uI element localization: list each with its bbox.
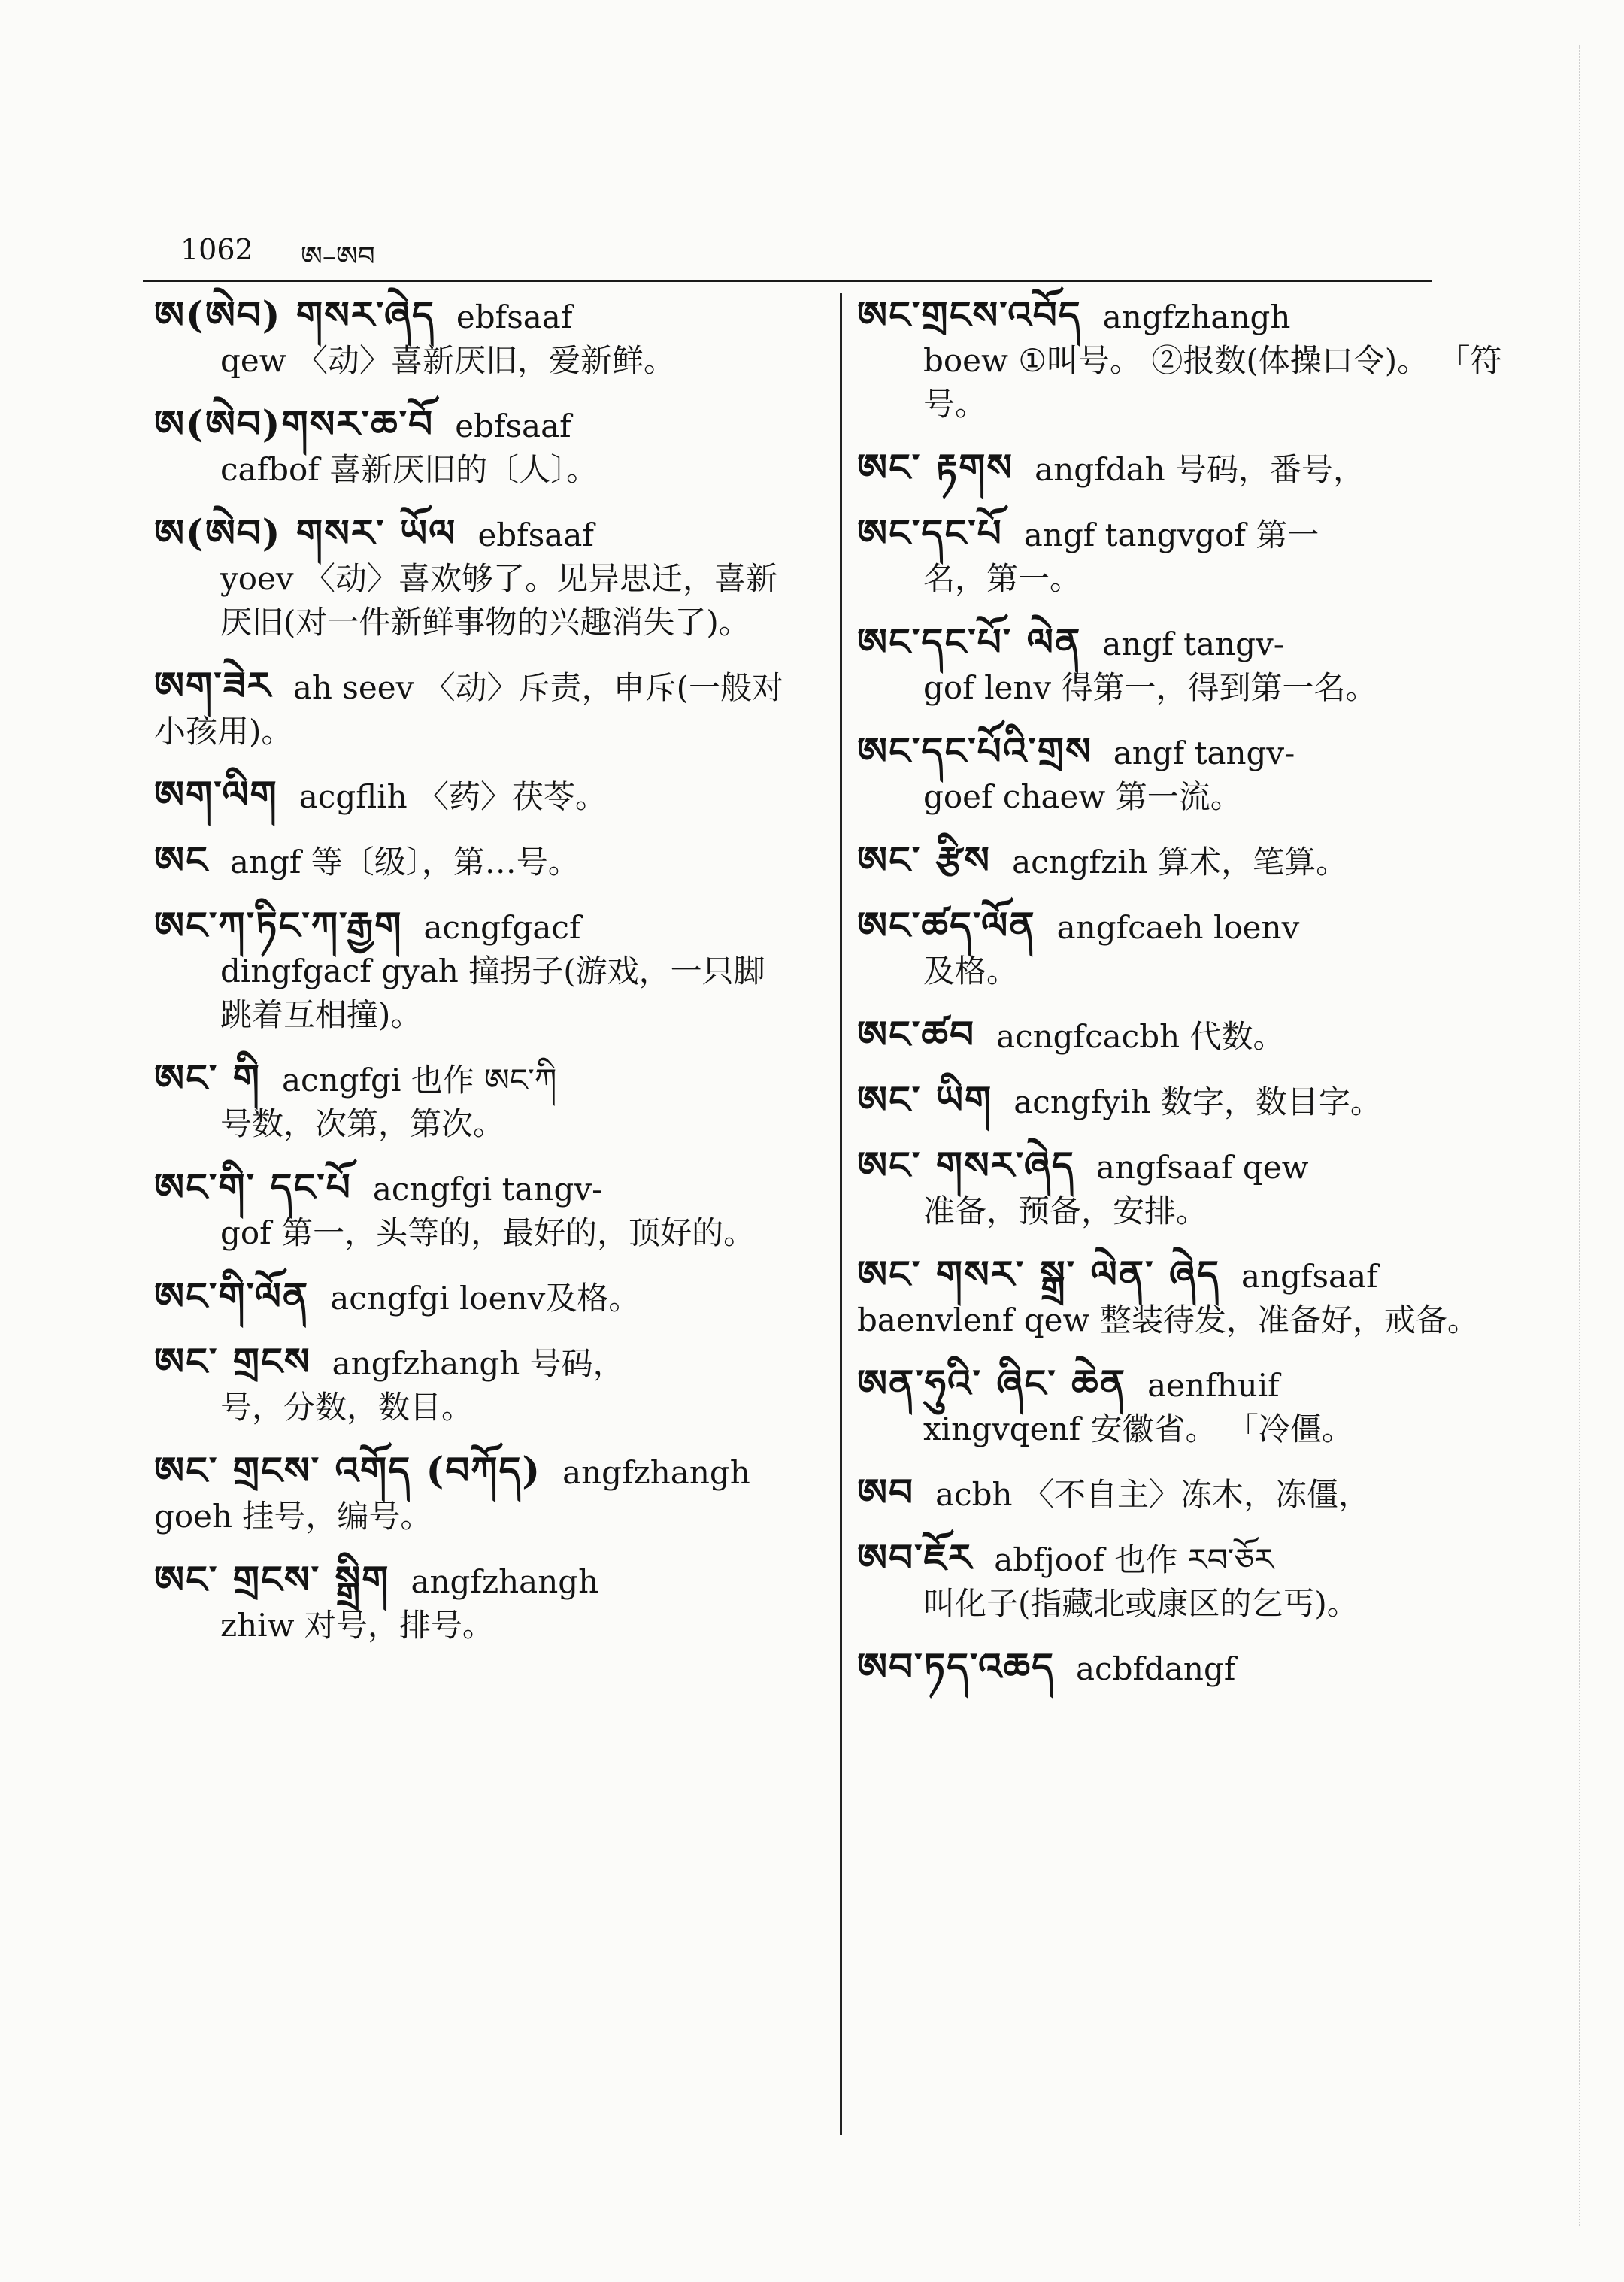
entry-romanization: angfzhangh 号码， (332, 1345, 625, 1382)
entry-romanization: angf tangv- (1113, 735, 1295, 771)
dictionary-entry (154, 1449, 793, 1538)
entry-headword: ཨང་ གྲངས་ སྒྲིག (154, 1557, 390, 1602)
entry-headword: ཨང་ཚད་ལོན (857, 903, 1036, 947)
entry-gloss: xingvqenf 安徽省。 「冷僵。 (923, 1411, 1353, 1447)
entry-headword: ཨན་ཧུའི་ ཞིང་ ཆེན (857, 1361, 1127, 1405)
entry-gloss: zhiw 对号，排号。 (220, 1607, 494, 1644)
entry-headword: ཨང་ གསར་ སྒྲ་ ལེན་ ཞེད (857, 1252, 1220, 1296)
entry-romanization: angf tangvgof 第一 (1023, 517, 1320, 553)
entry-gloss: qew 〈动〉喜新厌旧，爱新鲜。 (220, 342, 676, 379)
entry-gloss: 准备，预备，安排。 (923, 1193, 1208, 1229)
dictionary-entry (154, 511, 793, 644)
dictionary-entry (857, 1362, 1504, 1451)
entry-headword: ཨབ་ཇོར (857, 1535, 974, 1580)
dictionary-entry (857, 904, 1504, 993)
dictionary-entry (857, 511, 1504, 601)
entry-headword: ཨང་ གི (154, 1056, 262, 1100)
right-column (857, 293, 1504, 1711)
dictionary-entry (154, 1165, 793, 1255)
entry-headword: ཨང་གི་ དང་པོ (154, 1165, 352, 1209)
entry-romanization: abfjoof 也作 རབ་ཅོར (994, 1541, 1274, 1578)
entry-gloss: 叫化子(指藏北或康区的乞丐)。 (923, 1585, 1359, 1622)
entry-gloss: cafbof 喜新厌旧的〔人〕。 (220, 451, 598, 488)
entry-romanization: ah seev 〈动〉斥责，申斥(一般对小孩用)。 (154, 669, 784, 750)
entry-headword: ཨང་ཀ་ཏིང་ཀ་རྒྱག (154, 903, 403, 947)
dictionary-entry (857, 1144, 1504, 1233)
dictionary-entry (857, 1078, 1504, 1124)
entry-headword: ཨབ (857, 1470, 915, 1514)
entry-romanization: ebfsaaf (455, 408, 571, 444)
entry-romanization: acngfzih 算术，笔算。 (1012, 844, 1348, 880)
entry-headword: ཨག་ཟེར (154, 663, 272, 708)
dictionary-entry (154, 1056, 793, 1146)
entry-gloss: goef chaew 第一流。 (923, 778, 1242, 815)
dictionary-entry (154, 293, 793, 383)
entry-headword: ཨང་དང་པོའི་གྲས (857, 729, 1092, 773)
entry-headword: ཨང་ ཡིག (857, 1077, 993, 1122)
dictionary-entry (857, 1253, 1504, 1342)
entry-romanization: acngfgi loenv及格。 (330, 1280, 641, 1317)
dictionary-entry (857, 1645, 1504, 1691)
entry-romanization: acgflih 〈药〉茯苓。 (298, 778, 607, 815)
page-header (180, 226, 1429, 271)
entry-romanization: angf 等〔级〕，第…号。 (229, 844, 580, 880)
entry-gloss: 号数，次第，第次。 (220, 1105, 505, 1142)
dictionary-entry (857, 1536, 1504, 1626)
entry-romanization: angfdah 号码，番号， (1035, 451, 1365, 488)
entry-headword: ཨ(ཨེབ) གསར་ཞེད (154, 292, 435, 337)
entry-romanization: acbh 〈不自主〉冻木，冻僵， (935, 1476, 1370, 1513)
entry-romanization: acngfgi 也作 ཨང་ཀི (282, 1062, 557, 1099)
entry-romanization: acbfdangf (1076, 1650, 1236, 1687)
entry-headword: ཨག་ལིག (154, 772, 278, 817)
header-rule (143, 280, 1432, 282)
entry-romanization: acngfcacbh 代数。 (996, 1018, 1285, 1055)
entry-headword: ཨང (154, 838, 209, 882)
entry-romanization: angfzhangh goeh 挂号，编号。 (154, 1454, 750, 1535)
left-column (154, 293, 793, 1667)
entry-romanization: angfsaaf baenvlenf qew 整装待发，准备好，戒备。 (857, 1258, 1479, 1338)
entry-headword: ཨང་གི་ལོན (154, 1274, 310, 1318)
entry-romanization: acngfyih 数字，数目字。 (1013, 1083, 1382, 1120)
entry-romanization: angfzhangh (411, 1563, 599, 1600)
dictionary-entry (857, 446, 1504, 492)
entry-headword: ཨང་ཚབ (857, 1012, 976, 1056)
entry-headword: ཨང་ གྲངས (154, 1339, 311, 1383)
entry-gloss: dingfgacf gyah 撞拐子(游戏，一只脚跳着互相撞)。 (220, 953, 765, 1033)
dictionary-entry (154, 1340, 793, 1429)
entry-headword: ཨང་ རྟགས (857, 445, 1014, 489)
entry-gloss: 号，分数，数目。 (220, 1389, 474, 1426)
entry-gloss: gof 第一，头等的，最好的，顶好的。 (220, 1214, 756, 1251)
running-head: ཨ–ཨབ (301, 241, 375, 272)
entry-headword: ཨ(ཨེབ)གསར་ཆ་བོ (154, 402, 435, 446)
entry-gloss: 及格。 (923, 953, 1019, 989)
entry-headword: ཨང་ གྲངས་ འགོད (བཀོད) (154, 1448, 542, 1493)
page-number: 1062 (180, 233, 253, 266)
entry-romanization: ebfsaaf (456, 299, 573, 335)
entry-romanization: angfsaaf qew (1095, 1149, 1309, 1186)
entry-gloss: gof lenv 得第一，得到第一名。 (923, 669, 1377, 706)
dictionary-entry (857, 729, 1504, 819)
entry-romanization: angf tangv- (1102, 626, 1284, 662)
entry-headword: ཨབ་ཏད་འཆད (857, 1644, 1055, 1689)
entry-romanization: angfcaeh loenv (1056, 909, 1300, 946)
dictionary-entry (154, 1274, 793, 1320)
entry-romanization: angfzhangh (1102, 299, 1291, 335)
entry-romanization: acngfgi tangv- (372, 1171, 603, 1208)
entry-gloss: yoev 〈动〉喜欢够了。见异思迁，喜新厌旧(对一件新鲜事物的兴趣消失了)。 (220, 560, 777, 641)
dictionary-entry (857, 293, 1504, 426)
entry-headword: ཨང་ རྩིས (857, 838, 992, 882)
entry-headword: ཨང་ གསར་ཞེད (857, 1143, 1075, 1187)
dictionary-entry (154, 838, 793, 884)
scan-edge-artifact (1579, 45, 1582, 2226)
dictionary-entry (154, 904, 793, 1037)
dictionary-entry (857, 620, 1504, 710)
entry-gloss: boew ①叫号。 ②报数(体操口令)。 「符号。 (923, 342, 1502, 423)
entry-headword: ཨང་གྲངས་འབོད (857, 292, 1082, 337)
entry-romanization: ebfsaaf (477, 517, 594, 553)
dictionary-entry (154, 402, 793, 492)
entry-headword: ཨང་དང་པོ (857, 511, 1003, 555)
entry-romanization: aenfhuif (1147, 1367, 1280, 1404)
entry-headword: ཨ(ཨེབ) གསར་ ཡོལ (154, 511, 457, 555)
entry-gloss: 名，第一。 (923, 560, 1082, 597)
dictionary-entry (857, 1471, 1504, 1517)
entry-headword: ཨང་དང་པོ་ ལེན (857, 620, 1082, 664)
dictionary-entry (857, 838, 1504, 884)
dictionary-entry (154, 664, 793, 753)
column-divider (840, 293, 842, 2135)
entry-romanization: acngfgacf (423, 909, 581, 946)
dictionary-entry (154, 1558, 793, 1647)
dictionary-entry (154, 773, 793, 819)
dictionary-entry (857, 1013, 1504, 1059)
